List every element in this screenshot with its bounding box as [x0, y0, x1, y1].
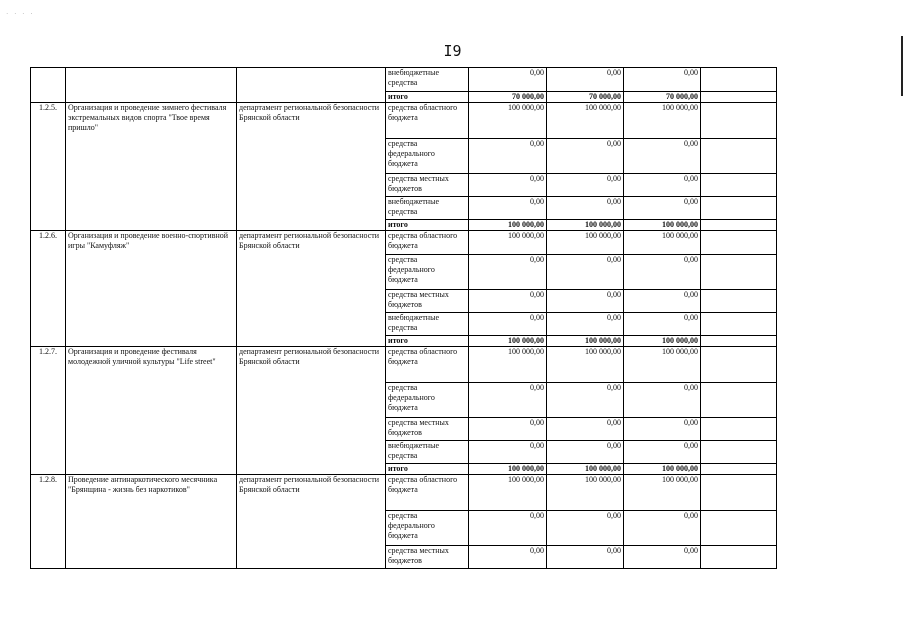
- source-cell: средства областного бюджета: [386, 347, 469, 383]
- value-cell: 0,00: [624, 383, 701, 418]
- empty-cell: [701, 336, 777, 347]
- empty-cell: [701, 464, 777, 475]
- empty-cell: [701, 475, 777, 511]
- empty-cell: [701, 255, 777, 290]
- value-cell: 100 000,00: [469, 475, 547, 511]
- value-cell: 70 000,00: [547, 92, 624, 103]
- source-cell: средства областного бюджета: [386, 231, 469, 255]
- source-cell: средства федерального бюджета: [386, 139, 469, 174]
- source-cell: средства федерального бюджета: [386, 511, 469, 546]
- empty-cell: [701, 383, 777, 418]
- value-cell: 0,00: [469, 441, 547, 464]
- empty-cell: [701, 139, 777, 174]
- source-cell: средства местных бюджетов: [386, 418, 469, 441]
- empty-cell: [701, 231, 777, 255]
- source-cell: средства федерального бюджета: [386, 383, 469, 418]
- value-cell: 0,00: [469, 313, 547, 336]
- value-cell: 100 000,00: [469, 220, 547, 231]
- value-cell: 0,00: [469, 290, 547, 313]
- source-cell: итого: [386, 92, 469, 103]
- value-cell: 0,00: [547, 546, 624, 569]
- empty-cell: [701, 220, 777, 231]
- empty-cell: [701, 290, 777, 313]
- empty-cell: [701, 68, 777, 92]
- source-cell: средства областного бюджета: [386, 103, 469, 139]
- value-cell: 0,00: [624, 441, 701, 464]
- value-cell: 0,00: [547, 313, 624, 336]
- source-cell: средства местных бюджетов: [386, 290, 469, 313]
- executor-cell: департамент региональной безопасности Брянской области: [237, 475, 386, 569]
- value-cell: 0,00: [547, 511, 624, 546]
- value-cell: 0,00: [624, 313, 701, 336]
- value-cell: 0,00: [624, 546, 701, 569]
- value-cell: 100 000,00: [624, 475, 701, 511]
- value-cell: 0,00: [469, 511, 547, 546]
- value-cell: 100 000,00: [547, 347, 624, 383]
- empty-cell: [701, 418, 777, 441]
- value-cell: 100 000,00: [624, 347, 701, 383]
- value-cell: 100 000,00: [469, 347, 547, 383]
- table-row: [31, 475, 777, 511]
- empty-cell: [701, 92, 777, 103]
- value-cell: 100 000,00: [624, 103, 701, 139]
- source-cell: внебюджетные средства: [386, 441, 469, 464]
- executor-cell: департамент региональной безопасности Брянской области: [237, 231, 386, 347]
- source-cell: итого: [386, 220, 469, 231]
- value-cell: 100 000,00: [547, 231, 624, 255]
- page-number: I9: [443, 42, 462, 60]
- empty-cell: [701, 197, 777, 220]
- value-cell: 100 000,00: [624, 231, 701, 255]
- value-cell: 0,00: [547, 68, 624, 92]
- scan-dots: · · · ·: [6, 10, 35, 18]
- scan-edge-mark: [901, 36, 903, 96]
- table-row: [31, 68, 777, 92]
- value-cell: 0,00: [469, 197, 547, 220]
- value-cell: 0,00: [624, 197, 701, 220]
- value-cell: 0,00: [547, 441, 624, 464]
- empty-cell: [701, 441, 777, 464]
- executor-cell: [237, 68, 386, 103]
- value-cell: 100 000,00: [469, 103, 547, 139]
- measure-name-cell: Организация и проведение военно-спортивной игры "Камуфляж": [66, 231, 237, 347]
- source-cell: средства областного бюджета: [386, 475, 469, 511]
- source-cell: итого: [386, 464, 469, 475]
- value-cell: 0,00: [547, 197, 624, 220]
- source-cell: внебюджетные средства: [386, 313, 469, 336]
- empty-cell: [701, 103, 777, 139]
- value-cell: 100 000,00: [547, 220, 624, 231]
- value-cell: 0,00: [624, 511, 701, 546]
- value-cell: 0,00: [624, 139, 701, 174]
- value-cell: 0,00: [469, 174, 547, 197]
- code-cell: 1.2.6.: [31, 231, 66, 347]
- source-cell: внебюджетные средства: [386, 197, 469, 220]
- value-cell: 0,00: [547, 418, 624, 441]
- table-row: [31, 103, 777, 139]
- value-cell: 0,00: [547, 174, 624, 197]
- value-cell: 0,00: [547, 139, 624, 174]
- empty-cell: [701, 511, 777, 546]
- measure-name-cell: [66, 68, 237, 103]
- value-cell: 0,00: [624, 255, 701, 290]
- code-cell: 1.2.5.: [31, 103, 66, 231]
- value-cell: 0,00: [547, 255, 624, 290]
- value-cell: 100 000,00: [624, 336, 701, 347]
- value-cell: 100 000,00: [547, 103, 624, 139]
- value-cell: 0,00: [469, 383, 547, 418]
- empty-cell: [701, 313, 777, 336]
- measure-name-cell: Организация и проведение фестиваля молодежной уличной культуры "Life street": [66, 347, 237, 475]
- value-cell: 0,00: [469, 68, 547, 92]
- value-cell: 100 000,00: [547, 336, 624, 347]
- source-cell: средства местных бюджетов: [386, 546, 469, 569]
- empty-cell: [701, 347, 777, 383]
- executor-cell: департамент региональной безопасности Брянской области: [237, 347, 386, 475]
- source-cell: итого: [386, 336, 469, 347]
- value-cell: 0,00: [624, 418, 701, 441]
- value-cell: 0,00: [624, 174, 701, 197]
- value-cell: 0,00: [469, 546, 547, 569]
- empty-cell: [701, 546, 777, 569]
- value-cell: 0,00: [624, 68, 701, 92]
- table-row: [31, 347, 777, 383]
- measure-name-cell: Проведение антинаркотического месячника "Брянщина - жизнь без наркотиков": [66, 475, 237, 569]
- measure-name-cell: Организация и проведение зимнего фестиваля экстремальных видов спорта "Твое время пришло": [66, 103, 237, 231]
- table-row: [31, 231, 777, 255]
- code-cell: 1.2.7.: [31, 347, 66, 475]
- code-cell: 1.2.8.: [31, 475, 66, 569]
- value-cell: 100 000,00: [469, 464, 547, 475]
- code-cell: [31, 68, 66, 103]
- value-cell: 100 000,00: [547, 475, 624, 511]
- value-cell: 0,00: [469, 139, 547, 174]
- value-cell: 100 000,00: [624, 464, 701, 475]
- value-cell: 100 000,00: [469, 336, 547, 347]
- budget-table: [30, 67, 777, 569]
- value-cell: 100 000,00: [469, 231, 547, 255]
- empty-cell: [701, 174, 777, 197]
- value-cell: 0,00: [469, 418, 547, 441]
- value-cell: 100 000,00: [547, 464, 624, 475]
- value-cell: 0,00: [469, 255, 547, 290]
- source-cell: средства федерального бюджета: [386, 255, 469, 290]
- value-cell: 0,00: [624, 290, 701, 313]
- value-cell: 100 000,00: [624, 220, 701, 231]
- source-cell: внебюджетные средства: [386, 68, 469, 92]
- source-cell: средства местных бюджетов: [386, 174, 469, 197]
- value-cell: 70 000,00: [469, 92, 547, 103]
- value-cell: 0,00: [547, 383, 624, 418]
- value-cell: 0,00: [547, 290, 624, 313]
- value-cell: 70 000,00: [624, 92, 701, 103]
- executor-cell: департамент региональной безопасности Брянской области: [237, 103, 386, 231]
